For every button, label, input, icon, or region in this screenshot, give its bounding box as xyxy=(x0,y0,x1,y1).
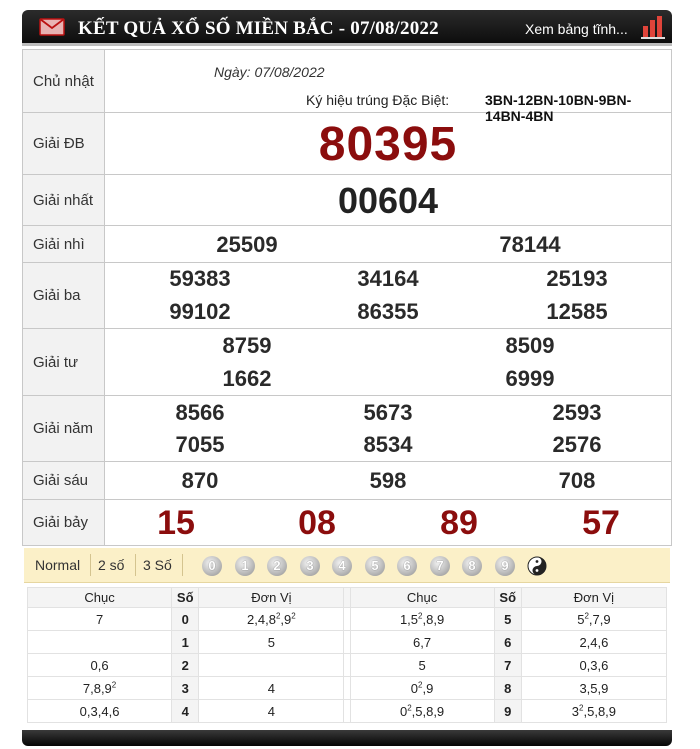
digit-ball-6[interactable]: 6 xyxy=(397,556,417,576)
result-header xyxy=(22,10,672,46)
sixth-prize-number: 870 xyxy=(181,468,219,493)
mail-icon xyxy=(39,18,65,36)
prize-table xyxy=(22,49,672,546)
fifth-prize-number: 2593 xyxy=(552,400,602,425)
third-prize-number: 99102 xyxy=(169,299,231,324)
digit-ball-7[interactable]: 7 xyxy=(430,556,450,576)
seventh-prize-number: 08 xyxy=(298,504,336,542)
third-prize-number: 34164 xyxy=(357,266,419,291)
seventh-prize-number: 89 xyxy=(440,504,478,542)
digit-ball-2[interactable]: 2 xyxy=(267,556,287,576)
fifth-prize-number: 7055 xyxy=(175,432,225,457)
table-row: 7 0 $2,4,8^2,9^2$ $1,5^2,8,9$ 5 $5^2,7,9$ xyxy=(28,608,667,631)
fifth-prize-number: 8566 xyxy=(175,400,225,425)
first-prize-number: 00604 xyxy=(337,180,439,221)
symbol-label: Ký hiệu trúng Đặc Biệt: xyxy=(306,92,450,108)
seventh-prize-number: 57 xyxy=(582,504,620,542)
table-row: 1 5 6,7 6 2,4,6 xyxy=(28,631,667,654)
table-row: 0,6 2 5 7 0,3,6 xyxy=(28,654,667,677)
tab-3-so[interactable]: 3 Số xyxy=(143,557,172,573)
second-prize-number: 25509 xyxy=(216,232,278,257)
special-prize-number: 80395 xyxy=(318,118,458,171)
prize-label-2: Giải nhì xyxy=(23,226,105,263)
col-header-chuc: Chục xyxy=(350,588,494,608)
widget-footer xyxy=(22,730,672,746)
yin-yang-icon[interactable] xyxy=(527,556,547,576)
col-header-don-vi: Đơn Vị xyxy=(199,588,344,608)
col-header-so: Số xyxy=(494,588,521,608)
third-prize-number: 25193 xyxy=(546,266,608,291)
symbol-value: 3BN-12BN-10BN-9BN-14BN-4BN xyxy=(485,92,632,124)
col-header-chuc: Chục xyxy=(28,588,172,608)
fourth-prize-number: 6999 xyxy=(505,366,555,391)
tab-normal[interactable]: Normal xyxy=(35,557,81,573)
prize-label-6: Giải sáu xyxy=(23,462,105,500)
prize-label-3: Giải ba xyxy=(23,263,105,329)
fifth-prize-number: 8534 xyxy=(363,432,413,457)
page-title: KẾT QUẢ XỔ SỐ MIỀN BẮC - 07/08/2022 xyxy=(78,18,439,39)
lottery-result-widget xyxy=(22,0,672,749)
loto-table xyxy=(27,587,667,723)
table-row: 7,8,9$^2$ 3 4 $0^2,9$ 8 3,5,9 xyxy=(28,677,667,700)
fourth-prize-number: 8509 xyxy=(505,333,555,358)
third-prize-number: 59383 xyxy=(169,266,231,291)
prize-label-4: Giải tư xyxy=(23,329,105,396)
digit-ball-3[interactable]: 3 xyxy=(300,556,320,576)
static-table-link[interactable]: Xem bảng tĩnh... xyxy=(525,21,628,37)
fifth-prize-number: 2576 xyxy=(552,432,602,457)
col-header-don-vi: Đơn Vị xyxy=(521,588,666,608)
draw-date: Ngày: 07/08/2022 xyxy=(214,64,325,80)
digit-ball-1[interactable]: 1 xyxy=(235,556,255,576)
prize-label-1: Giải nhất xyxy=(23,175,105,226)
fourth-prize-number: 1662 xyxy=(222,366,272,391)
col-header-so: Số xyxy=(172,588,199,608)
seventh-prize-number: 15 xyxy=(157,504,195,542)
digit-ball-8[interactable]: 8 xyxy=(462,556,482,576)
third-prize-number: 12585 xyxy=(546,299,608,324)
filter-bar xyxy=(24,548,670,583)
third-prize-number: 86355 xyxy=(357,299,419,324)
digit-ball-0[interactable]: 0 xyxy=(202,556,222,576)
sixth-prize-number: 598 xyxy=(369,468,407,493)
digit-ball-5[interactable]: 5 xyxy=(365,556,385,576)
digit-ball-4[interactable]: 4 xyxy=(332,556,352,576)
prize-label-db: Giải ĐB xyxy=(23,113,105,175)
tab-2-so[interactable]: 2 số xyxy=(98,557,125,573)
fifth-prize-number: 5673 xyxy=(363,400,413,425)
digit-ball-9[interactable]: 9 xyxy=(495,556,515,576)
table-row: 0,3,4,6 4 4 $0^2,5,8,9$ 9 $3^2,5,8,9$ xyxy=(28,700,667,723)
prize-label-7: Giải bảy xyxy=(23,500,105,546)
fourth-prize-number: 8759 xyxy=(222,333,272,358)
sixth-prize-number: 708 xyxy=(558,468,596,493)
day-of-week: Chủ nhật xyxy=(23,50,105,113)
bar-chart-icon[interactable] xyxy=(640,14,666,40)
prize-label-5: Giải năm xyxy=(23,396,105,462)
second-prize-number: 78144 xyxy=(499,232,561,257)
